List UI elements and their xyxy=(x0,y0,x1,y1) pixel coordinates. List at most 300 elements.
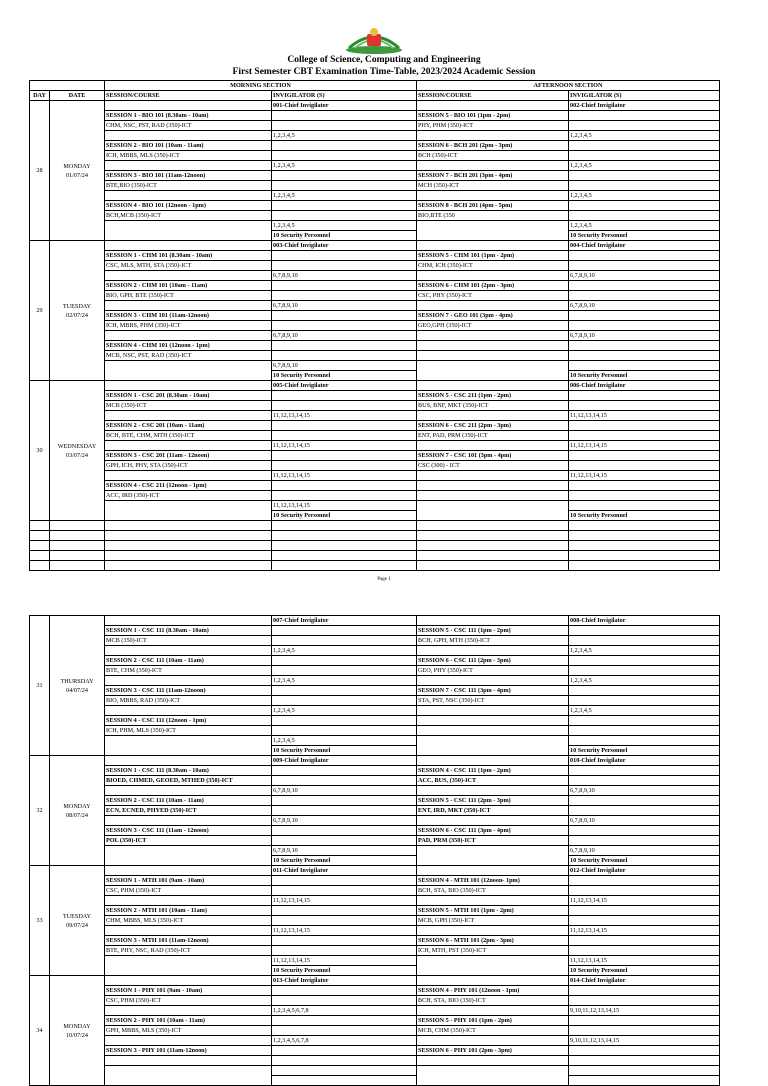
afternoon-session: SESSION 6 - CSC 211 (2pm - 3pm) xyxy=(417,421,569,431)
morning-course-groups: MCB (350)-ICT xyxy=(105,401,272,411)
session-row xyxy=(30,626,720,636)
blank-cell xyxy=(569,111,720,121)
session-row xyxy=(30,796,720,806)
chief-invigilator-afternoon: 010-Chief Invigilator xyxy=(569,756,720,766)
blank-cell xyxy=(569,521,720,531)
blank-cell xyxy=(272,391,417,401)
blank-cell xyxy=(417,521,569,531)
day-number: 33 xyxy=(30,866,50,976)
blank-cell xyxy=(272,986,417,996)
blank-cell xyxy=(105,866,272,876)
blank-cell xyxy=(272,996,417,1006)
blank-cell xyxy=(272,836,417,846)
blank-cell xyxy=(272,461,417,471)
blank-cell xyxy=(272,111,417,121)
chief-invigilator-morning: 003-Chief Invigilator xyxy=(272,241,417,251)
blank-cell xyxy=(417,856,569,866)
afternoon-session: SESSION 5 - CHM 101 (1pm - 2pm) xyxy=(417,251,569,261)
afternoon-course-groups: CSC, PHY (350)-ICT xyxy=(417,291,569,301)
course-row xyxy=(30,351,720,361)
blank-cell xyxy=(272,431,417,441)
day-date xyxy=(50,101,105,241)
blank-cell xyxy=(417,501,569,511)
day-number: 29 xyxy=(30,241,50,381)
blank-cell xyxy=(569,531,720,541)
blank-cell xyxy=(417,541,569,551)
blank-cell xyxy=(105,441,272,451)
morning-session: SESSION 3 - CSC 111 (11am - 12noon) xyxy=(105,826,272,836)
blank-cell xyxy=(272,946,417,956)
chief-invigilator-morning: 001-Chief Invigilator xyxy=(272,101,417,111)
blank-cell xyxy=(105,301,272,311)
course-row xyxy=(30,996,720,1006)
blank-cell xyxy=(272,726,417,736)
morning-invigilators: 1,2,3,4,5 xyxy=(272,221,417,231)
session-row xyxy=(30,1016,720,1026)
blank-cell xyxy=(417,1066,569,1076)
invigilator-row xyxy=(30,706,720,716)
morning-course-groups: MCB, NSC, PST, RAD (350)-ICT xyxy=(105,351,272,361)
morning-session: SESSION 1 - BIO 101 (8.30am - 10am) xyxy=(105,111,272,121)
date-header: DATE xyxy=(50,91,105,101)
morning-course-groups: CSC, PHM (350)-ICT xyxy=(105,996,272,1006)
afternoon-course-groups: MCH (350)-ICT xyxy=(417,181,569,191)
blank-cell xyxy=(569,826,720,836)
blank-cell xyxy=(417,381,569,391)
afternoon-session: SESSION 6 - MTH 101 (2pm - 3pm) xyxy=(417,936,569,946)
blank-cell xyxy=(105,646,272,656)
afternoon-course-groups: MCB, GPH (350)-ICT xyxy=(417,916,569,926)
blank-cell xyxy=(569,541,720,551)
afternoon-invigilators: 11,12,13,14,15 xyxy=(569,441,720,451)
blank-cell xyxy=(105,561,272,571)
exam-date: 08/07/24 xyxy=(65,811,88,819)
blank-cell xyxy=(569,766,720,776)
blank-cell xyxy=(272,401,417,411)
blank-cell xyxy=(105,966,272,976)
blank-cell xyxy=(417,441,569,451)
empty-row xyxy=(30,561,720,571)
security-personnel-afternoon xyxy=(569,1076,720,1086)
blank-cell xyxy=(417,191,569,201)
blank-cell xyxy=(105,756,272,766)
blank-cell xyxy=(272,906,417,916)
afternoon-invigilators xyxy=(569,736,720,746)
afternoon-session: SESSION 5 - MTH 101 (1pm - 2pm) xyxy=(417,906,569,916)
blank-cell xyxy=(272,1056,417,1066)
blank-cell xyxy=(105,331,272,341)
blank-cell xyxy=(569,481,720,491)
blank-cell xyxy=(272,541,417,551)
course-row xyxy=(30,401,720,411)
blank-cell xyxy=(417,756,569,766)
morning-course-groups: ICH, MBBS, PHM (350)-ICT xyxy=(105,321,272,331)
morning-course-groups: BTE, CHM (350)-ICT xyxy=(105,666,272,676)
security-row xyxy=(30,966,720,976)
afternoon-course-groups: GEO,GPH (350)-ICT xyxy=(417,321,569,331)
afternoon-invigilators xyxy=(569,501,720,511)
blank-cell xyxy=(272,251,417,261)
morning-course-groups: POL (350)-ICT xyxy=(105,836,272,846)
morning-session: SESSION 1 - CSC 111 (8.30am - 10am) xyxy=(105,766,272,776)
session-row xyxy=(30,171,720,181)
course-row xyxy=(30,946,720,956)
section-header-row xyxy=(30,81,720,91)
security-personnel-morning: 10 Security Personnel xyxy=(272,856,417,866)
session-row xyxy=(30,826,720,836)
afternoon-session: SESSION 6 - BCH 201 (2pm - 3pm) xyxy=(417,141,569,151)
blank-cell xyxy=(569,696,720,706)
invigilator-row xyxy=(30,361,720,371)
morning-invigilators: 1,2,3,4,5 xyxy=(272,646,417,656)
invigilator-row xyxy=(30,1036,720,1046)
blank-cell xyxy=(569,341,720,351)
blank-cell xyxy=(105,956,272,966)
afternoon-course-groups xyxy=(417,1056,569,1066)
morning-course-groups: CHM, NSC, PST, RAD (350)-ICT xyxy=(105,121,272,131)
chief-invigilator-morning: 007-Chief Invigilator xyxy=(272,616,417,626)
chief-row xyxy=(30,381,720,391)
invigilator-row xyxy=(30,471,720,481)
session-row xyxy=(30,1046,720,1056)
blank-cell xyxy=(417,846,569,856)
afternoon-invigilators: 1,2,3,4,5 xyxy=(569,706,720,716)
blank-cell xyxy=(417,131,569,141)
security-personnel-afternoon: 10 Security Personnel xyxy=(569,746,720,756)
invigilator-header: INVIGILATOR (S) xyxy=(569,91,720,101)
afternoon-session: SESSION 6 - CSC 111 (2pm - 3pm) xyxy=(417,656,569,666)
morning-session: SESSION 2 - CHM 101 (10am - 11am) xyxy=(105,281,272,291)
chief-row xyxy=(30,616,720,626)
blank-cell xyxy=(272,806,417,816)
blank-cell xyxy=(417,551,569,561)
blank-cell xyxy=(272,281,417,291)
blank-cell xyxy=(272,666,417,676)
blank-cell xyxy=(272,686,417,696)
blank-cell xyxy=(569,431,720,441)
exam-date: 02/07/24 xyxy=(65,311,88,319)
afternoon-session: SESSION 4 - MTH 101 (12noon- 1pm) xyxy=(417,876,569,886)
blank-cell xyxy=(105,161,272,171)
column-header-row xyxy=(30,91,720,101)
blank-cell xyxy=(569,181,720,191)
empty-row xyxy=(30,541,720,551)
empty-row xyxy=(30,551,720,561)
blank-cell xyxy=(417,786,569,796)
exam-date: 10/07/24 xyxy=(65,1031,88,1039)
afternoon-course-groups xyxy=(417,726,569,736)
empty-row xyxy=(30,521,720,531)
blank-cell xyxy=(417,371,569,381)
afternoon-course-groups: MCB, CHM (350)-ICT xyxy=(417,1026,569,1036)
morning-session: SESSION 1 - CSC 201 (8.30am - 10am) xyxy=(105,391,272,401)
day-date xyxy=(50,381,105,521)
session-row xyxy=(30,201,720,211)
session-row xyxy=(30,766,720,776)
day-header: DAY xyxy=(30,91,50,101)
morning-course-groups: BCH, BTE, CHM, MTH (350)-ICT xyxy=(105,431,272,441)
blank-cell xyxy=(105,411,272,421)
blank-cell xyxy=(272,551,417,561)
blank-cell xyxy=(272,321,417,331)
afternoon-invigilators: 11,12,13,14,15 xyxy=(569,471,720,481)
session-row xyxy=(30,656,720,666)
invigilator-row xyxy=(30,191,720,201)
blank-cell xyxy=(105,241,272,251)
morning-course-groups: MCB (350)-ICT xyxy=(105,636,272,646)
afternoon-course-groups xyxy=(417,491,569,501)
chief-invigilator-afternoon: 002-Chief Invigilator xyxy=(569,101,720,111)
blank-cell xyxy=(569,916,720,926)
invigilator-header: INVIGILATOR (S) xyxy=(272,91,417,101)
morning-course-groups: ECN, ECNED, PHYED (350)-ICT xyxy=(105,806,272,816)
afternoon-session: SESSION 4 - PHY 101 (12noon - 1pm) xyxy=(417,986,569,996)
blank-cell xyxy=(50,561,105,571)
blank-cell xyxy=(569,686,720,696)
blank-cell xyxy=(417,966,569,976)
blank-cell xyxy=(569,201,720,211)
course-row xyxy=(30,121,720,131)
morning-invigilators: 6,7,8,9,10 xyxy=(272,301,417,311)
blank-cell xyxy=(50,541,105,551)
blank-cell xyxy=(417,616,569,626)
morning-session: SESSION 1 - CHM 101 (8.30am - 10am) xyxy=(105,251,272,261)
afternoon-course-groups: BCH (350)-ICT xyxy=(417,151,569,161)
blank-cell xyxy=(417,241,569,251)
blank-cell xyxy=(272,421,417,431)
afternoon-session: SESSION 8 - BCH 201 (4pm - 5pm) xyxy=(417,201,569,211)
exam-date: 09/07/24 xyxy=(65,921,88,929)
morning-course-groups: CHM, MBBS, MLS (350)-ICT xyxy=(105,916,272,926)
blank-cell xyxy=(272,181,417,191)
afternoon-session: SESSION 4 - CSC 111 (1pm - 2pm) xyxy=(417,766,569,776)
blank-cell xyxy=(569,656,720,666)
chief-invigilator-morning: 005-Chief Invigilator xyxy=(272,381,417,391)
afternoon-session: SESSION 6 - CSC 111 (3pm - 4pm) xyxy=(417,826,569,836)
afternoon-invigilators: 1,2,3,4,5 xyxy=(569,131,720,141)
chief-row xyxy=(30,241,720,251)
chief-row xyxy=(30,976,720,986)
blank-cell xyxy=(569,261,720,271)
course-row xyxy=(30,321,720,331)
morning-invigilators: 6,7,8,9,10 xyxy=(272,331,417,341)
course-row xyxy=(30,836,720,846)
blank-cell xyxy=(50,551,105,561)
blank-cell xyxy=(272,311,417,321)
afternoon-course-groups: ENT, PAD, PRM (350)-ICT xyxy=(417,431,569,441)
morning-course-groups: BTE, PHY, NSC, RAD (350)-ICT xyxy=(105,946,272,956)
morning-invigilators: 6,7,8,9,10 xyxy=(272,846,417,856)
afternoon-course-groups: ENT, IRD, MKT (350)-ICT xyxy=(417,806,569,816)
blank-cell xyxy=(417,1076,569,1086)
blank-cell xyxy=(30,531,50,541)
afternoon-course-groups: GEO, PHY (350)-ICT xyxy=(417,666,569,676)
afternoon-invigilators: 1,2,3,4,5 xyxy=(569,191,720,201)
security-personnel-afternoon: 10 Security Personnel xyxy=(569,856,720,866)
blank-cell xyxy=(417,101,569,111)
morning-invigilators: 6,7,8,9,10 xyxy=(272,361,417,371)
blank-cell xyxy=(569,1046,720,1056)
blank-cell xyxy=(569,726,720,736)
chief-row xyxy=(30,756,720,766)
invigilator-row xyxy=(30,331,720,341)
chief-invigilator-afternoon: 012-Chief Invigilator xyxy=(569,866,720,876)
afternoon-session: SESSION 7 - GEO 101 (3pm - 4pm) xyxy=(417,311,569,321)
blank-cell xyxy=(272,626,417,636)
course-row xyxy=(30,666,720,676)
blank-cell xyxy=(272,141,417,151)
blank-cell xyxy=(272,531,417,541)
security-row xyxy=(30,511,720,521)
blank-cell xyxy=(272,796,417,806)
university-logo xyxy=(341,24,407,54)
security-personnel-morning: 10 Security Personnel xyxy=(272,231,417,241)
blank-cell xyxy=(272,936,417,946)
invigilator-row xyxy=(30,131,720,141)
morning-invigilators: 11,12,13,14,15 xyxy=(272,956,417,966)
session-row xyxy=(30,936,720,946)
blank-cell xyxy=(105,676,272,686)
blank-cell xyxy=(272,451,417,461)
afternoon-section-header: AFTERNOON SECTION xyxy=(417,81,720,91)
course-row xyxy=(30,461,720,471)
afternoon-invigilators: 1,2,3,4,5 xyxy=(569,221,720,231)
page-2 xyxy=(0,600,768,1054)
weekday: MONDAY xyxy=(63,802,91,810)
invigilator-row xyxy=(30,1066,720,1076)
morning-course-groups: BIO, GPH, BTE (350)-ICT xyxy=(105,291,272,301)
morning-session: SESSION 3 - CSC 201 (11am - 12noon) xyxy=(105,451,272,461)
afternoon-invigilators: 9,10,11,12,13,14,15 xyxy=(569,1006,720,1016)
blank-cell xyxy=(272,636,417,646)
morning-course-groups: ACC, IRD (350)-ICT xyxy=(105,491,272,501)
blank-cell xyxy=(105,541,272,551)
afternoon-session: SESSION 6 - PHY 101 (2pm - 3pm) xyxy=(417,1046,569,1056)
blank-cell xyxy=(417,646,569,656)
course-row xyxy=(30,491,720,501)
session-row xyxy=(30,451,720,461)
afternoon-course-groups: STA, PST, NSC (350)-ICT xyxy=(417,696,569,706)
afternoon-invigilators: 6,7,8,9,10 xyxy=(569,331,720,341)
weekday: TUESDAY xyxy=(62,912,92,920)
morning-session: SESSION 2 - BIO 101 (10am - 11am) xyxy=(105,141,272,151)
afternoon-course-groups: BIO,BTE (350 xyxy=(417,211,569,221)
blank-cell xyxy=(569,461,720,471)
timetable-part-2 xyxy=(29,615,720,1086)
course-row xyxy=(30,1026,720,1036)
blank-cell xyxy=(105,1066,272,1076)
morning-course-groups: BIOED, CHMED, GEOED, MTHED (350)-ICT xyxy=(105,776,272,786)
afternoon-invigilators xyxy=(569,1066,720,1076)
blank-cell xyxy=(569,636,720,646)
afternoon-invigilators: 11,12,13,14,15 xyxy=(569,896,720,906)
morning-session: SESSION 3 - CSC 111 (11am-12noon) xyxy=(105,686,272,696)
blank-cell xyxy=(105,381,272,391)
morning-session: SESSION 4 - CHM 101 (12noon - 1pm) xyxy=(105,341,272,351)
invigilator-row xyxy=(30,1006,720,1016)
morning-session: SESSION 3 - PHY 101 (11am-12noon) xyxy=(105,1046,272,1056)
blank-cell xyxy=(272,1016,417,1026)
blank-cell xyxy=(569,321,720,331)
session-header: SESSION/COURSE xyxy=(417,91,569,101)
afternoon-course-groups: PAD, PRM (350)-ICT xyxy=(417,836,569,846)
blank-cell xyxy=(417,471,569,481)
blank-cell xyxy=(417,531,569,541)
afternoon-session: SESSION 7 - CSC 111 (3pm - 4pm) xyxy=(417,686,569,696)
invigilator-row xyxy=(30,676,720,686)
chief-row xyxy=(30,866,720,876)
course-row xyxy=(30,151,720,161)
blank-cell xyxy=(105,856,272,866)
afternoon-course-groups: BCH, STA, BIO (350)-ICT xyxy=(417,886,569,896)
blank-cell xyxy=(105,231,272,241)
blank-cell xyxy=(105,131,272,141)
security-personnel-afternoon: 10 Security Personnel xyxy=(569,966,720,976)
blank-cell xyxy=(105,706,272,716)
invigilator-row xyxy=(30,271,720,281)
morning-course-groups: ICH, MBBS, MLS (350)-ICT xyxy=(105,151,272,161)
morning-session: SESSION 2 - PHY 101 (10am - 11am) xyxy=(105,1016,272,1026)
morning-invigilators: 11,12,13,14,15 xyxy=(272,471,417,481)
blank-cell xyxy=(105,976,272,986)
security-personnel-morning: 10 Security Personnel xyxy=(272,371,417,381)
day-date xyxy=(50,866,105,976)
blank-cell xyxy=(569,141,720,151)
blank-cell xyxy=(105,1076,272,1086)
security-row xyxy=(30,231,720,241)
afternoon-invigilators: 6,7,8,9,10 xyxy=(569,301,720,311)
day-date xyxy=(50,976,105,1086)
blank-cell xyxy=(569,1056,720,1066)
security-personnel-morning: 10 Security Personnel xyxy=(272,746,417,756)
morning-invigilators: 1,2,3,4,5 xyxy=(272,676,417,686)
blank-cell xyxy=(569,796,720,806)
timetable-part-1 xyxy=(29,80,720,571)
invigilator-row xyxy=(30,501,720,511)
blank-cell xyxy=(417,561,569,571)
blank-cell xyxy=(417,231,569,241)
invigilator-row xyxy=(30,786,720,796)
course-row xyxy=(30,886,720,896)
morning-course-groups: BIO, MBBS, RAD (350)-ICT xyxy=(105,696,272,706)
blank-cell xyxy=(272,491,417,501)
blank-cell xyxy=(569,946,720,956)
blank-cell xyxy=(569,806,720,816)
blank-cell xyxy=(105,616,272,626)
afternoon-session: SESSION 5 - CSC 211 (1pm - 2pm) xyxy=(417,391,569,401)
blank-cell xyxy=(569,291,720,301)
blank-cell xyxy=(417,1036,569,1046)
security-personnel-morning: 10 Security Personnel xyxy=(272,966,417,976)
morning-session: SESSION 2 - CSC 111 (10am - 11am) xyxy=(105,796,272,806)
exam-date: 01/07/24 xyxy=(65,171,88,179)
security-personnel-morning xyxy=(272,1076,417,1086)
morning-session: SESSION 1 - CSC 111 (8.30am - 10am) xyxy=(105,626,272,636)
blank-cell xyxy=(272,561,417,571)
invigilator-row xyxy=(30,816,720,826)
day-number: 32 xyxy=(30,756,50,866)
invigilator-row xyxy=(30,646,720,656)
morning-session: SESSION 2 - MTH 101 (10am - 11am) xyxy=(105,906,272,916)
blank-cell xyxy=(105,471,272,481)
morning-session: SESSION 4 - CSC 111 (12noon - 1pm) xyxy=(105,716,272,726)
blank-cell xyxy=(272,521,417,531)
blank-cell xyxy=(272,261,417,271)
blank-cell xyxy=(569,491,720,501)
day-date xyxy=(50,756,105,866)
morning-invigilators: 11,12,13,14,15 xyxy=(272,896,417,906)
blank-cell xyxy=(272,211,417,221)
